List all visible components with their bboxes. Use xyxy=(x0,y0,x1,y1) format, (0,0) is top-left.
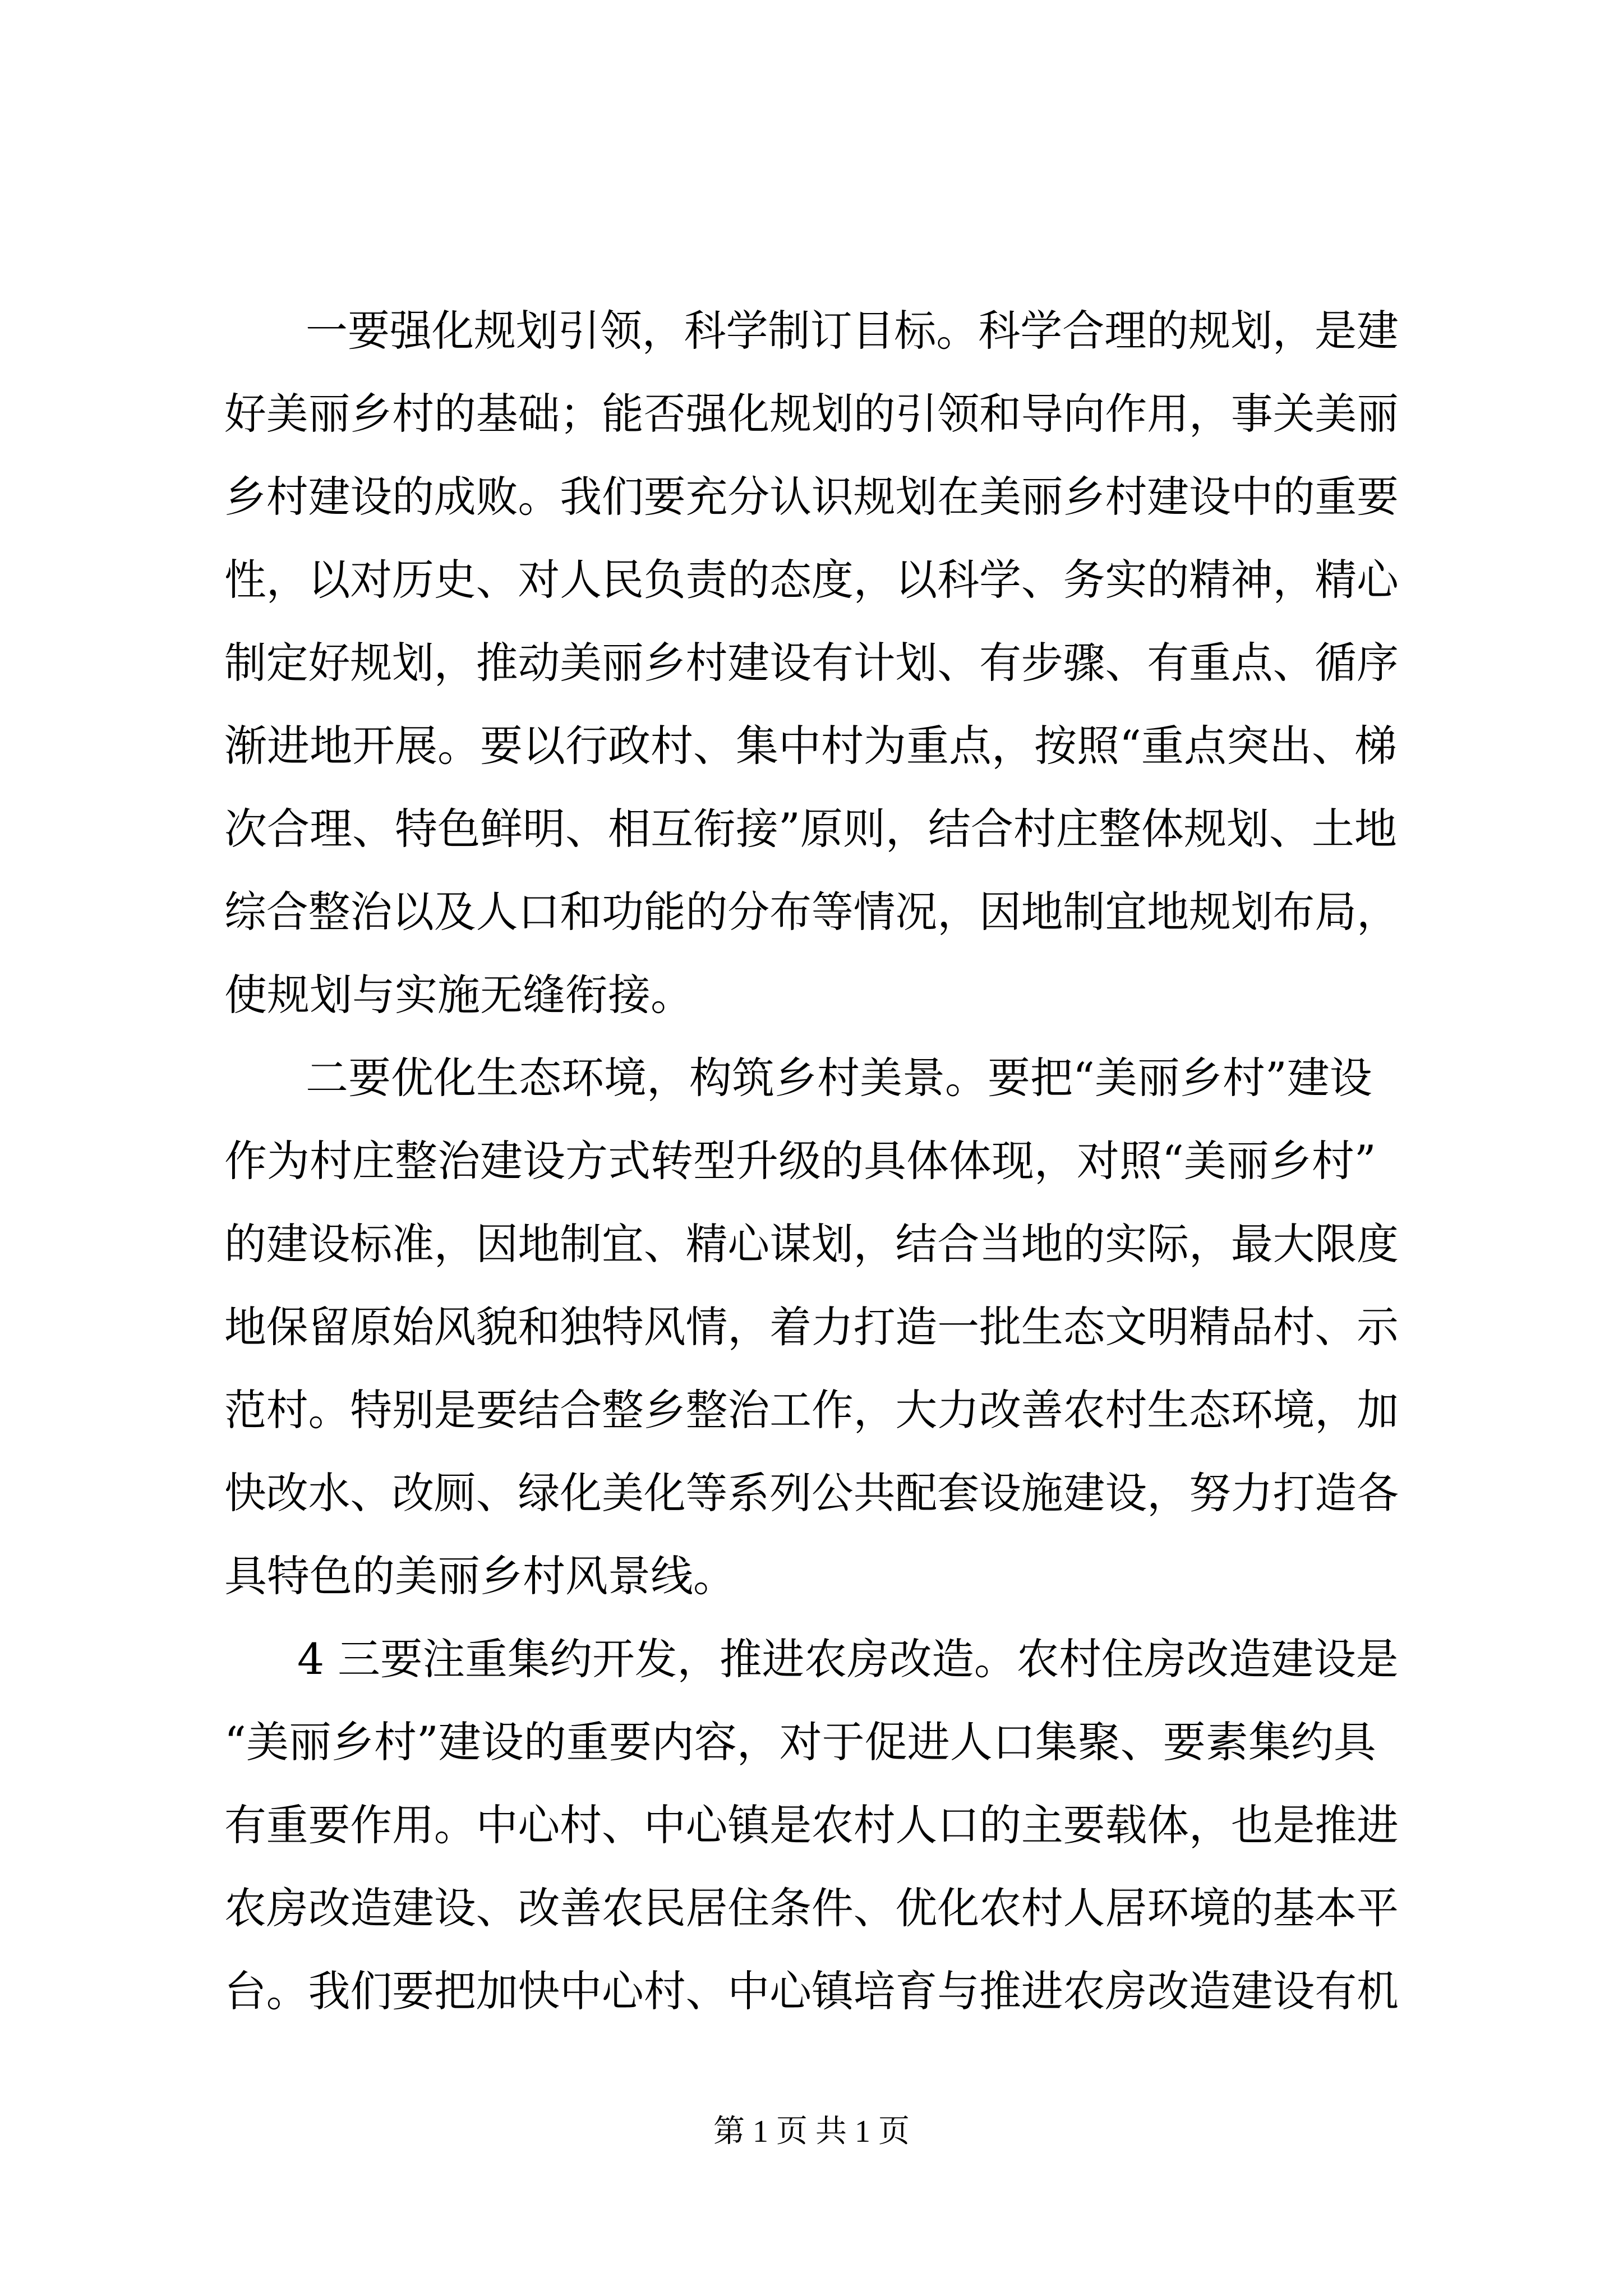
text-line: 综合整治以及人口和功能的分布等情况，因地制宜地规划布局， xyxy=(224,887,1399,937)
page-number-footer: 第 1 页 共 1 页 xyxy=(713,2114,910,2149)
text-line: 作为村庄整治建设方式转型升级的具体体现，对照“美丽乡村” xyxy=(224,1136,1376,1186)
text-line: 的建设标准，因地制宜、精心谋划，结合当地的实际，最大限度 xyxy=(224,1219,1399,1269)
text-line: 具特色的美丽乡村风景线。 xyxy=(224,1551,736,1601)
text-line: 地保留原始风貌和独特风情，着力打造一批生态文明精品村、示 xyxy=(224,1302,1399,1352)
text-line: 性，以对历史、对人民负责的态度，以科学、务实的精神，精心 xyxy=(224,555,1399,605)
text-line: 使规划与实施无缝衔接。 xyxy=(224,970,693,1020)
text-line: 范村。特别是要结合整乡整治工作，大力改善农村生态环境，加 xyxy=(224,1385,1399,1435)
text-line: 好美丽乡村的基础；能否强化规划的引领和导向作用，事关美丽 xyxy=(224,389,1399,439)
text-line: 乡村建设的成败。我们要充分认识规划在美丽乡村建设中的重要 xyxy=(224,472,1399,522)
text-line: 渐进地开展。要以行政村、集中村为重点，按照“重点突出、梯 xyxy=(224,721,1397,771)
text-line: 有重要作用。中心村、中心镇是农村人口的主要载体，也是推进 xyxy=(224,1800,1399,1850)
text-line: 一要强化规划引领，科学制订目标。科学合理的规划，是建 xyxy=(306,306,1399,356)
text-line: 快改水、改厕、绿化美化等系列公共配套设施建设，努力打造各 xyxy=(224,1468,1399,1518)
text-line: 4 三要注重集约开发，推进农房改造。农村住房改造建设是 xyxy=(297,1634,1399,1684)
text-line: 二要优化生态环境，构筑乡村美景。要把“美丽乡村”建设 xyxy=(306,1053,1372,1103)
text-line: 次合理、特色鲜明、相互衔接”原则，结合村庄整体规划、土地 xyxy=(224,804,1397,854)
text-line: “美丽乡村”建设的重要内容，对于促进人口集聚、要素集约具 xyxy=(224,1717,1376,1767)
text-line: 农房改造建设、改善农民居住条件、优化农村人居环境的基本平 xyxy=(224,1883,1399,1933)
text-line: 台。我们要把加快中心村、中心镇培育与推进农房改造建设有机 xyxy=(224,1966,1399,2016)
text-line: 制定好规划，推动美丽乡村建设有计划、有步骤、有重点、循序 xyxy=(224,638,1399,688)
